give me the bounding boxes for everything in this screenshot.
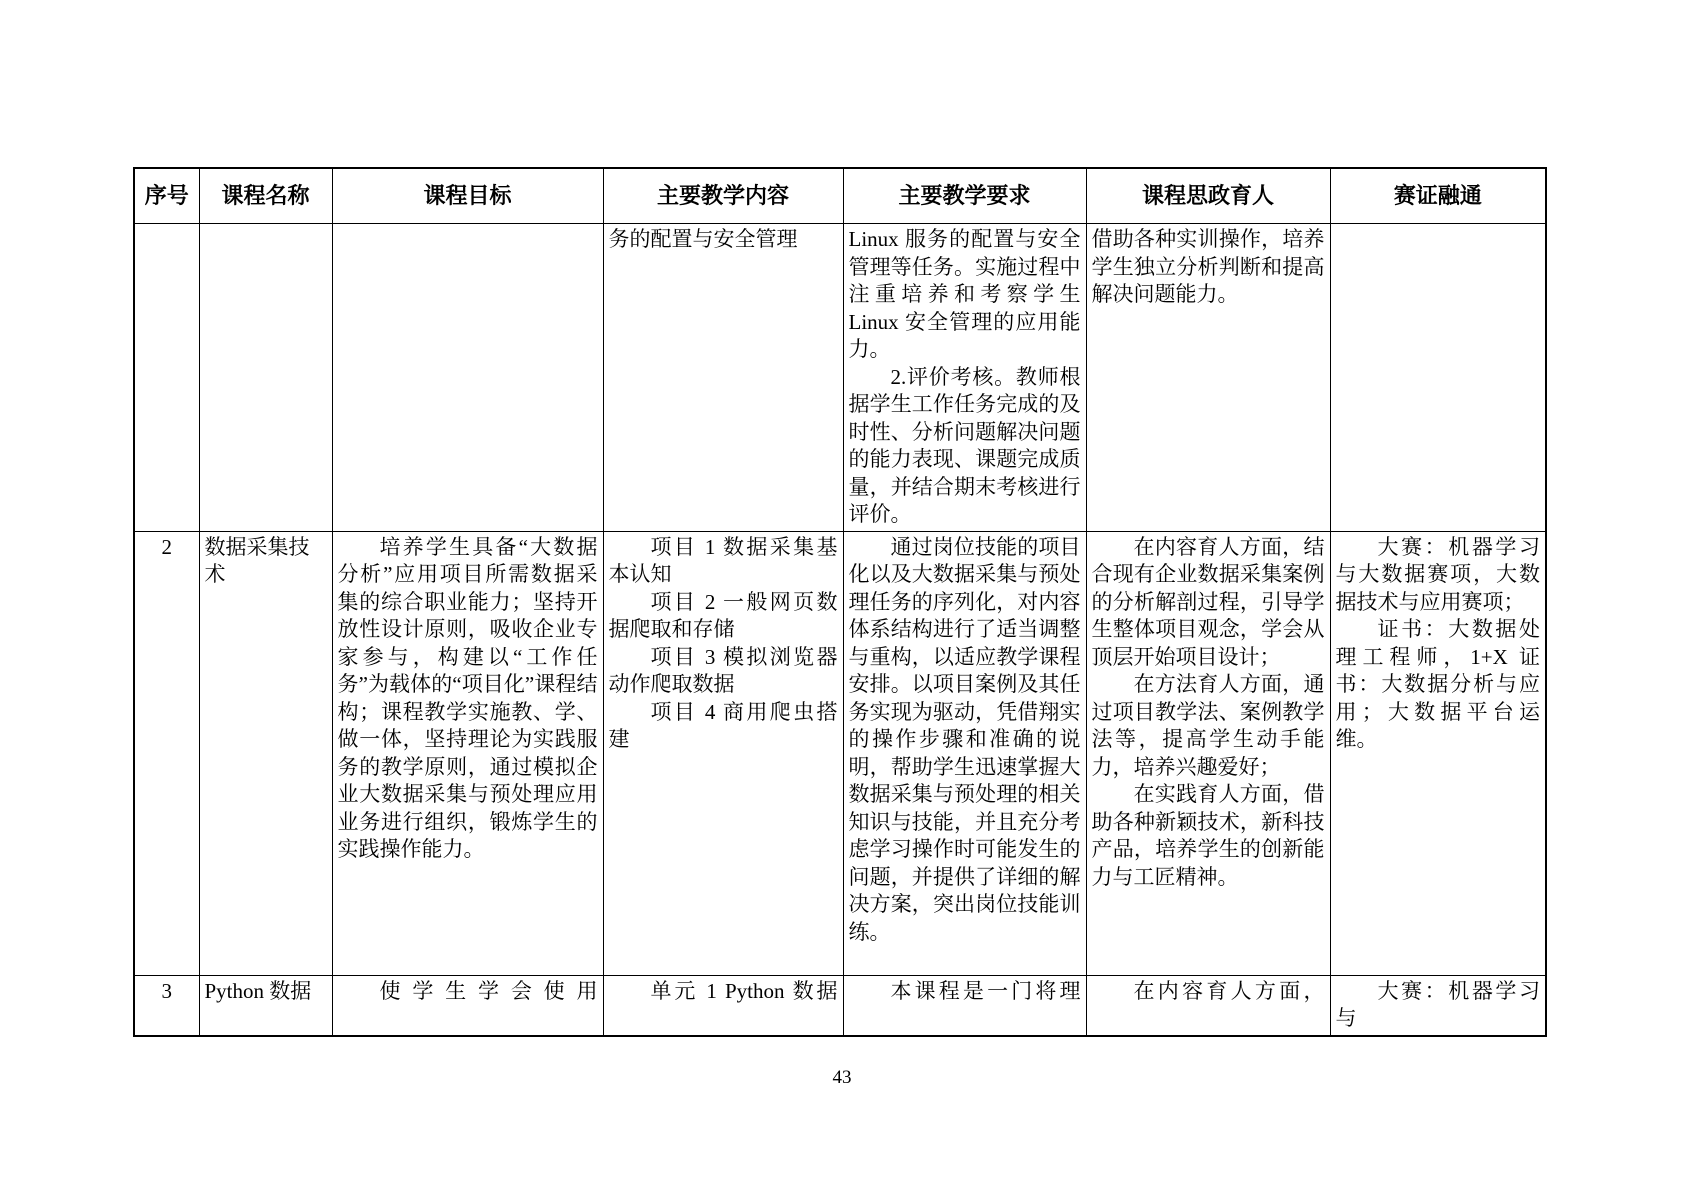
header-certification: 赛证融通 xyxy=(1330,168,1546,224)
cell-row1-course-name xyxy=(199,224,332,532)
paragraph: Linux 服务的配置与安全管理等任务。实施过程中注重培养和考察学生 Linux 安全管理的应用能力。 xyxy=(848,227,1081,361)
cell-row1-seq xyxy=(134,224,199,532)
cell-row3-ideology xyxy=(1086,975,1330,1036)
cell-row2-ideology xyxy=(1086,531,1330,975)
header-requirements: 主要教学要求 xyxy=(843,168,1086,224)
paragraph: 大赛：机器学习与 xyxy=(1335,978,1540,1030)
paragraph: 证书：大数据处理工程师，1+X 证书：大数据分析与应用；大数据平台运维。 xyxy=(1335,617,1540,751)
header-row xyxy=(134,168,1546,224)
header-objectives: 课程目标 xyxy=(332,168,603,224)
paragraph: 2.评价考核。教师根据学生工作任务完成的及时性、分析问题解决问题的能力表现、课题完成质量，并结合期末考核进行评价。 xyxy=(848,364,1081,526)
cell-row2-requirements xyxy=(843,531,1086,975)
paragraph: 单元 1 Python 数据 xyxy=(650,978,838,1003)
paragraph: 在方法育人方面，通过项目教学法、案例教学法等，提高学生动手能力，培养兴趣爱好； xyxy=(1091,672,1325,779)
paragraph: 使 学 生 学 会 使 用 xyxy=(379,978,598,1003)
paragraph: 在内容育人方面，结合现有企业数据采集案例的分析解剖过程，引导学生整体项目观念，学会从顶层开始项目设计； xyxy=(1091,534,1325,669)
header-seq: 序号 xyxy=(134,168,199,224)
paragraph: 本课程是一门将理 xyxy=(890,978,1081,1003)
cell-row2-seq: 2 xyxy=(134,531,199,975)
paragraph: 项目 3 模拟浏览器动作爬取数据 xyxy=(608,644,838,696)
page-number: 43 xyxy=(832,1067,852,1088)
table-row xyxy=(134,531,1546,975)
paragraph: 项目 1 数据采集基本认知 xyxy=(608,534,838,586)
cell-row1-certification xyxy=(1330,224,1546,532)
paragraph: 在实践育人方面，借助各种新颖技术，新科技产品，培养学生的创新能力与工匠精神。 xyxy=(1091,782,1325,889)
paragraph: 通过岗位技能的项目化以及大数据采集与预处理任务的序列化，对内容体系结构进行了适当调整与重构，以适应教学课程安排。以项目案例及其任务实现为驱动，凭借翔实的操作步骤和准确的说明，帮助学生迅速掌握大数据采集与预处理的相关知识与技能，并且充分考虑学习操作时可能发生的问题，并提供了详细的解决方案，突出岗位技能训练。 xyxy=(848,534,1081,944)
paragraph: 借助各种实训操作，培养学生独立分析判断和提高解决问题能力。 xyxy=(1091,227,1325,306)
header-ideology: 课程思政育人 xyxy=(1086,168,1330,224)
cell-row2-content xyxy=(603,531,843,975)
cell-row2-objectives xyxy=(332,531,603,975)
cell-row1-ideology xyxy=(1086,224,1330,532)
header-content: 主要教学内容 xyxy=(603,168,843,224)
cell-row3-requirements xyxy=(843,975,1086,1036)
cell-row3-seq: 3 xyxy=(134,975,199,1036)
course-table xyxy=(133,167,1547,1037)
cell-row3-course-name: Python 数据 xyxy=(199,975,332,1036)
table-row xyxy=(134,224,1546,532)
cell-row3-objectives xyxy=(332,975,603,1036)
paragraph: 培养学生具备“大数据分析”应用项目所需数据采集的综合职业能力；坚持开放性设计原则，吸收企业专家参与，构建以“工作任务”为载体的“项目化”课程结构；课程教学实施教、学、做一体，坚持理论为实践服务的教学原则，通过模拟企业大数据采集与预处理应用业务进行组织，锻炼学生的实践操作能力。 xyxy=(337,534,598,861)
cell-row1-content xyxy=(603,224,843,532)
paragraph: 项目 2 一般网页数据爬取和存储 xyxy=(608,589,838,641)
cell-row3-certification xyxy=(1330,975,1546,1036)
paragraph: 项目 4 商用爬虫搭建 xyxy=(608,699,838,751)
cell-row1-objectives xyxy=(332,224,603,532)
cell-row3-content xyxy=(603,975,843,1036)
cell-row1-requirements xyxy=(843,224,1086,532)
paragraph: 在内容育人方面， xyxy=(1133,978,1325,1003)
paragraph: 务的配置与安全管理 xyxy=(608,227,798,251)
table-row xyxy=(134,975,1546,1036)
cell-row2-certification xyxy=(1330,531,1546,975)
header-course-name: 课程名称 xyxy=(199,168,332,224)
cell-row2-course-name: 数据采集技术 xyxy=(199,531,332,975)
paragraph: 大赛：机器学习与大数据赛项，大数据技术与应用赛项； xyxy=(1335,534,1540,614)
